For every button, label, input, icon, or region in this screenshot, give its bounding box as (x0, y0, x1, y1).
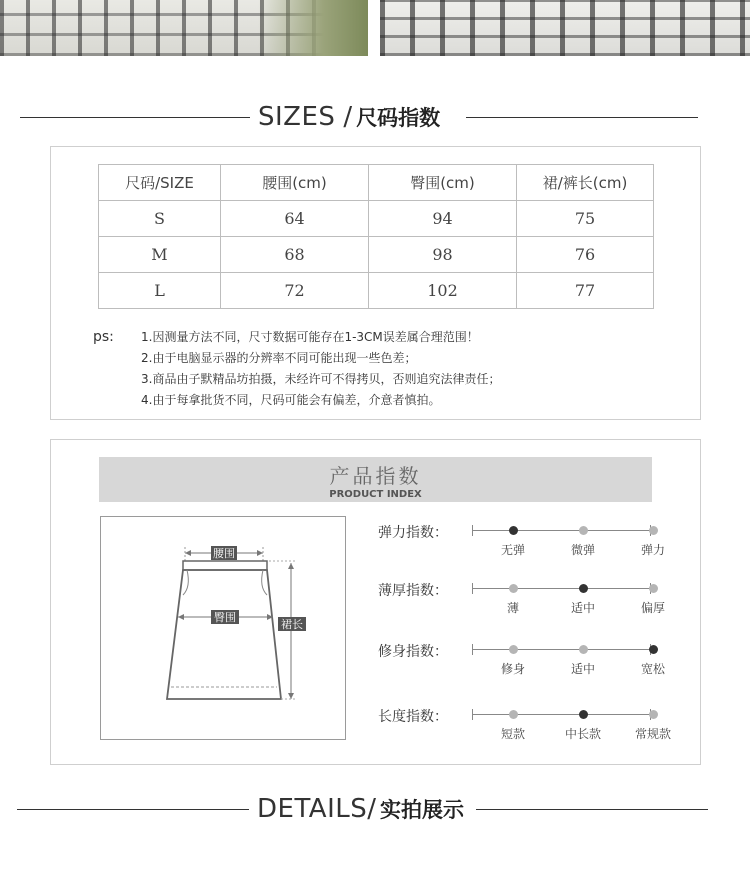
index-scale-label: 薄厚指数： (378, 583, 448, 599)
product-index-title-bar (99, 457, 652, 502)
size-table-header: 裙/裤长(cm) (517, 165, 654, 201)
size-table-cell: 64 (221, 201, 369, 237)
index-scale-option: 修身 (500, 662, 526, 676)
index-scale-tick (472, 525, 473, 536)
index-scale-option: 中长款 (564, 727, 602, 741)
index-scale-dot (509, 584, 518, 593)
size-table-cell: 75 (517, 201, 654, 237)
size-table-cell: 76 (517, 237, 654, 273)
product-index-title-en: PRODUCT INDEX (329, 489, 422, 500)
index-scale-option: 无弹 (500, 543, 526, 557)
size-table-row (99, 201, 654, 237)
hip-label: 臀围 (214, 611, 236, 624)
index-scale-option: 适中 (570, 662, 596, 676)
notes-label: ps: (93, 329, 114, 345)
index-scale-label: 弹力指数： (378, 525, 448, 541)
sizes-heading-cn: 尺码指数 (356, 106, 441, 130)
skirt-sketch-box (100, 516, 346, 740)
index-scale-option: 偏厚 (640, 601, 666, 615)
index-scale-dot (649, 710, 658, 719)
index-scale-tick (472, 709, 473, 720)
size-table-cell: S (99, 201, 221, 237)
index-scale-option: 短款 (500, 727, 526, 741)
index-scale-track (472, 649, 650, 650)
photo-plaid-skirt-right (380, 0, 750, 56)
details-heading-en: DETAILS (257, 794, 368, 824)
details-heading-slash: / (367, 794, 377, 824)
index-scale-dot (579, 645, 588, 654)
size-table-header-row (99, 165, 654, 201)
index-scale-track (472, 714, 650, 715)
size-table-row (99, 273, 654, 309)
index-scale-dot (509, 710, 518, 719)
size-table (98, 164, 654, 309)
size-table-row (99, 237, 654, 273)
index-scale (378, 580, 678, 620)
size-table-cell: 72 (221, 273, 369, 309)
waist-label: 腰围 (213, 547, 235, 560)
index-scale (378, 522, 678, 562)
size-table-header: 尺码/SIZE (99, 165, 221, 201)
index-scale-track (472, 588, 650, 589)
size-chart-box (50, 146, 701, 420)
heading-rule-left (17, 809, 249, 810)
index-scale-dot (649, 526, 658, 535)
size-table-cell: 77 (517, 273, 654, 309)
skirt-sketch-icon (101, 517, 345, 739)
size-table-cell: L (99, 273, 221, 309)
heading-rule-left (20, 117, 250, 118)
length-label: 裙长 (281, 618, 303, 631)
photo-plaid-skirt-left (0, 0, 368, 56)
heading-rule-right (466, 117, 698, 118)
note-line: 2.由于电脑显示器的分辨率不同可能出现一些色差； (141, 351, 417, 365)
index-scale-dot-selected (579, 584, 588, 593)
index-scale-option: 弹力 (640, 543, 666, 557)
note-line: 3.商品由子默精品坊拍摄，未经许可不得拷贝，否则追究法律责任； (141, 372, 501, 386)
index-scale (378, 706, 678, 746)
index-scale-option: 适中 (570, 601, 596, 615)
index-scale-dot (579, 526, 588, 535)
index-scale-option: 薄 (506, 601, 520, 615)
index-scale-dot-selected (509, 526, 518, 535)
sizes-heading (0, 102, 750, 132)
index-scale-dot (509, 645, 518, 654)
product-index-box (50, 439, 701, 765)
size-table-header: 臀围(cm) (369, 165, 517, 201)
index-scale (378, 641, 678, 681)
index-scale-dot (649, 584, 658, 593)
size-table-header: 腰围(cm) (221, 165, 369, 201)
size-table-cell: M (99, 237, 221, 273)
index-scale-tick (472, 583, 473, 594)
size-table-cell: 68 (221, 237, 369, 273)
size-table-cell: 94 (369, 201, 517, 237)
size-table-cell: 98 (369, 237, 517, 273)
details-heading-cn: 实拍展示 (380, 798, 465, 822)
note-line: 1.因测量方法不同，尺寸数据可能存在1-3CM误差属合理范围！ (141, 330, 479, 344)
index-scale-option: 宽松 (640, 662, 666, 676)
index-scale-dot-selected (649, 645, 658, 654)
index-scale-option: 常规款 (634, 727, 672, 741)
sizes-heading-en: SIZES (258, 102, 336, 132)
index-scale-track (472, 530, 650, 531)
index-scale-tick (472, 644, 473, 655)
details-heading (0, 794, 750, 824)
size-table-cell: 102 (369, 273, 517, 309)
index-scale-label: 长度指数： (378, 709, 448, 725)
index-scale-option: 微弹 (570, 543, 596, 557)
product-index-title-cn: 产品指数 (329, 464, 422, 488)
note-line: 4.由于每拿批货不同，尺码可能会有偏差，介意者慎拍。 (141, 393, 441, 407)
heading-rule-right (476, 809, 708, 810)
sizes-heading-slash: / (343, 102, 353, 132)
index-scale-label: 修身指数： (378, 644, 448, 660)
index-scale-dot-selected (579, 710, 588, 719)
